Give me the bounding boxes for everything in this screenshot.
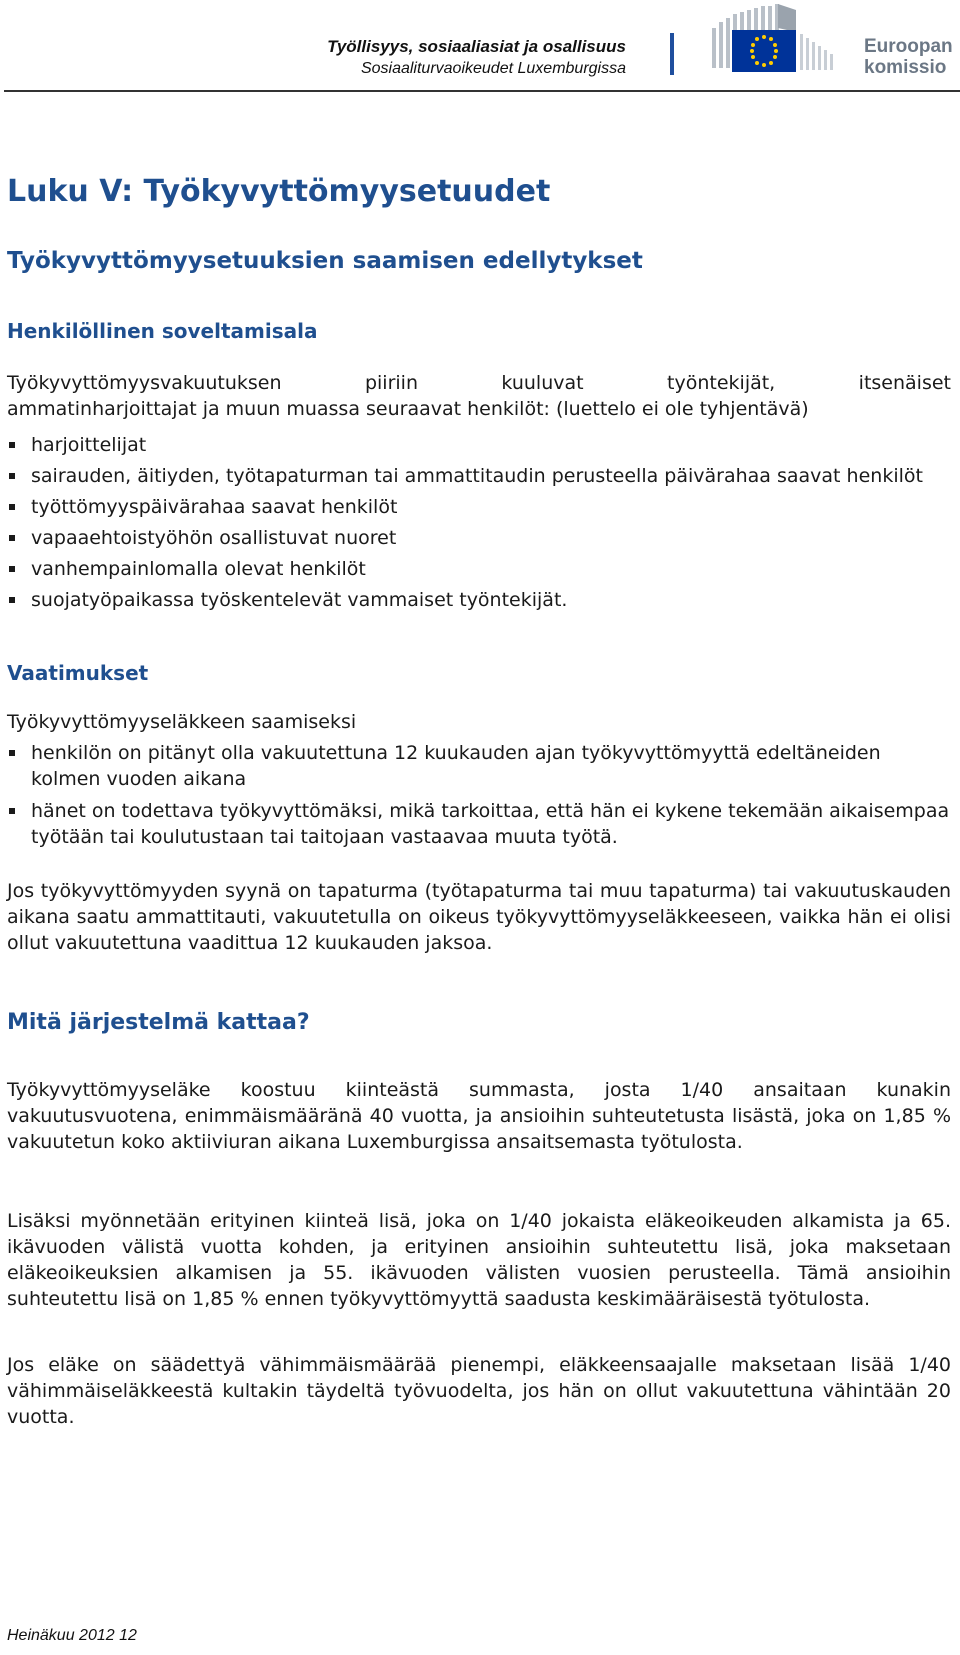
subsection-coverage: Mitä järjestelmä kattaa? — [7, 1010, 310, 1035]
document-body — [7, 172, 951, 1428]
requirements-list — [7, 740, 951, 850]
intro-line2: ammatinharjoittajat ja muun muassa seuraavat henkilöt: (luettelo ei ole tyhjentävä) — [7, 398, 809, 420]
section-heading: Työkyvyttömyysetuuksien saamisen edellytykset — [7, 248, 643, 274]
page-footer: Heinäkuu 2012 12 — [7, 1627, 137, 1644]
personal-scope-list — [7, 432, 951, 613]
coverage-paragraph-3: Jos eläke on säädettyä vähimmäismäärää pienempi, eläkkeensaajalle maksetaan lisää 1/40 vähimmäiseläkkeestä kultakin täydeltä työvuodelta, jos hän on ollut vakuutettuna vähintään 20 vuotta. — [7, 1354, 951, 1428]
requirements-intro: Työkyvyttömyyseläkkeen saamiseksi — [7, 711, 357, 733]
intro-word: piiriin — [364, 372, 418, 394]
header-rule — [4, 90, 960, 92]
dg-name — [0, 36, 626, 80]
chapter-title: Luku V: Työkyvyttömyysetuudet — [7, 174, 551, 209]
logo-line2: komissio — [864, 57, 947, 78]
list-item: vanhempainlomalla olevat henkilöt — [7, 556, 951, 582]
coverage-paragraph-1: Työkyvyttömyyseläke koostuu kiinteästä summasta, josta 1/40 ansaitaan kunakin vakuutusvuotena, enimmäismääränä 40 vuotta, ja ansioihin suhteutetusta lisästä, joka on 1,85 % vakuutetun koko aktiiviuran aikana Luxemburgissa ansaitsemasta työtulosta. — [7, 1079, 951, 1153]
list-item: harjoittelijat — [7, 432, 951, 458]
intro-word: itsenäiset — [858, 372, 951, 394]
coverage-paragraph-2: Lisäksi myönnetään erityinen kiinteä lisä, joka on 1/40 jokaista eläkeoikeuden alkamista ja 65. ikävuoden välistä vuotta kohden, ja erityinen ansioihin suhteutettu lisä, joka maksetaan eläkeoikeuksien alkamisen ja 55. ikävuoden välisten vuosien perusteella. Tämä ansioihin suhteutettu lisä on 1,85 % ennen työkyvyttömyyttä saadusta keskimääräisestä työtulosta. — [7, 1210, 951, 1310]
dg-title: Työllisyys, sosiaaliasiat ja osallisuus — [327, 37, 626, 56]
intro-line1 — [7, 370, 951, 396]
list-item: sairauden, äitiyden, työtapaturman tai ammattitaudin perusteella päivärahaa saavat henkilöt — [7, 463, 951, 489]
logo-line1: Euroopan — [864, 36, 953, 57]
list-item: vapaaehtoistyöhön osallistuvat nuoret — [7, 525, 951, 551]
list-item: suojatyöpaikassa työskentelevät vammaiset työntekijät. — [7, 587, 951, 613]
dg-subtitle: Sosiaaliturvaoikeudet Luxemburgissa — [360, 60, 626, 77]
list-item: henkilön on pitänyt olla vakuutettuna 12 kuukauden ajan työkyvyttömyyttä edeltäneiden kolmen vuoden aikana — [7, 740, 951, 792]
list-item: työttömyyspäivärahaa saavat henkilöt — [7, 494, 951, 520]
eu-commission-logo-icon — [712, 4, 862, 76]
personal-scope-intro — [7, 370, 951, 422]
intro-word: Työkyvyttömyysvakuutuksen — [7, 372, 282, 394]
header-divider — [670, 33, 674, 75]
list-item: hänet on todettava työkyvyttömäksi, mikä tarkoittaa, että hän ei kykene tekemään aikaisempaa työtään tai koulutustaan tai taitojaan vastaavaa muuta työtä. — [7, 798, 951, 850]
subsection-personal-scope: Henkilöllinen soveltamisala — [7, 319, 318, 343]
eu-commission-wordmark — [864, 36, 953, 78]
intro-word: työntekijät, — [667, 372, 776, 394]
requirements-paragraph: Jos työkyvyttömyyden syynä on tapaturma (työtapaturma tai muu tapaturma) tai vakuutuskauden aikana saatu ammattitauti, vakuutetulla on oikeus työkyvyttömyyseläkkeeseen, vaikka hän ei olisi ollut vakuutettuna vaadittua 12 kuukauden jaksoa. — [7, 880, 951, 954]
intro-word: kuuluvat — [501, 372, 584, 394]
subsection-requirements: Vaatimukset — [7, 661, 149, 685]
page-header — [0, 0, 960, 92]
